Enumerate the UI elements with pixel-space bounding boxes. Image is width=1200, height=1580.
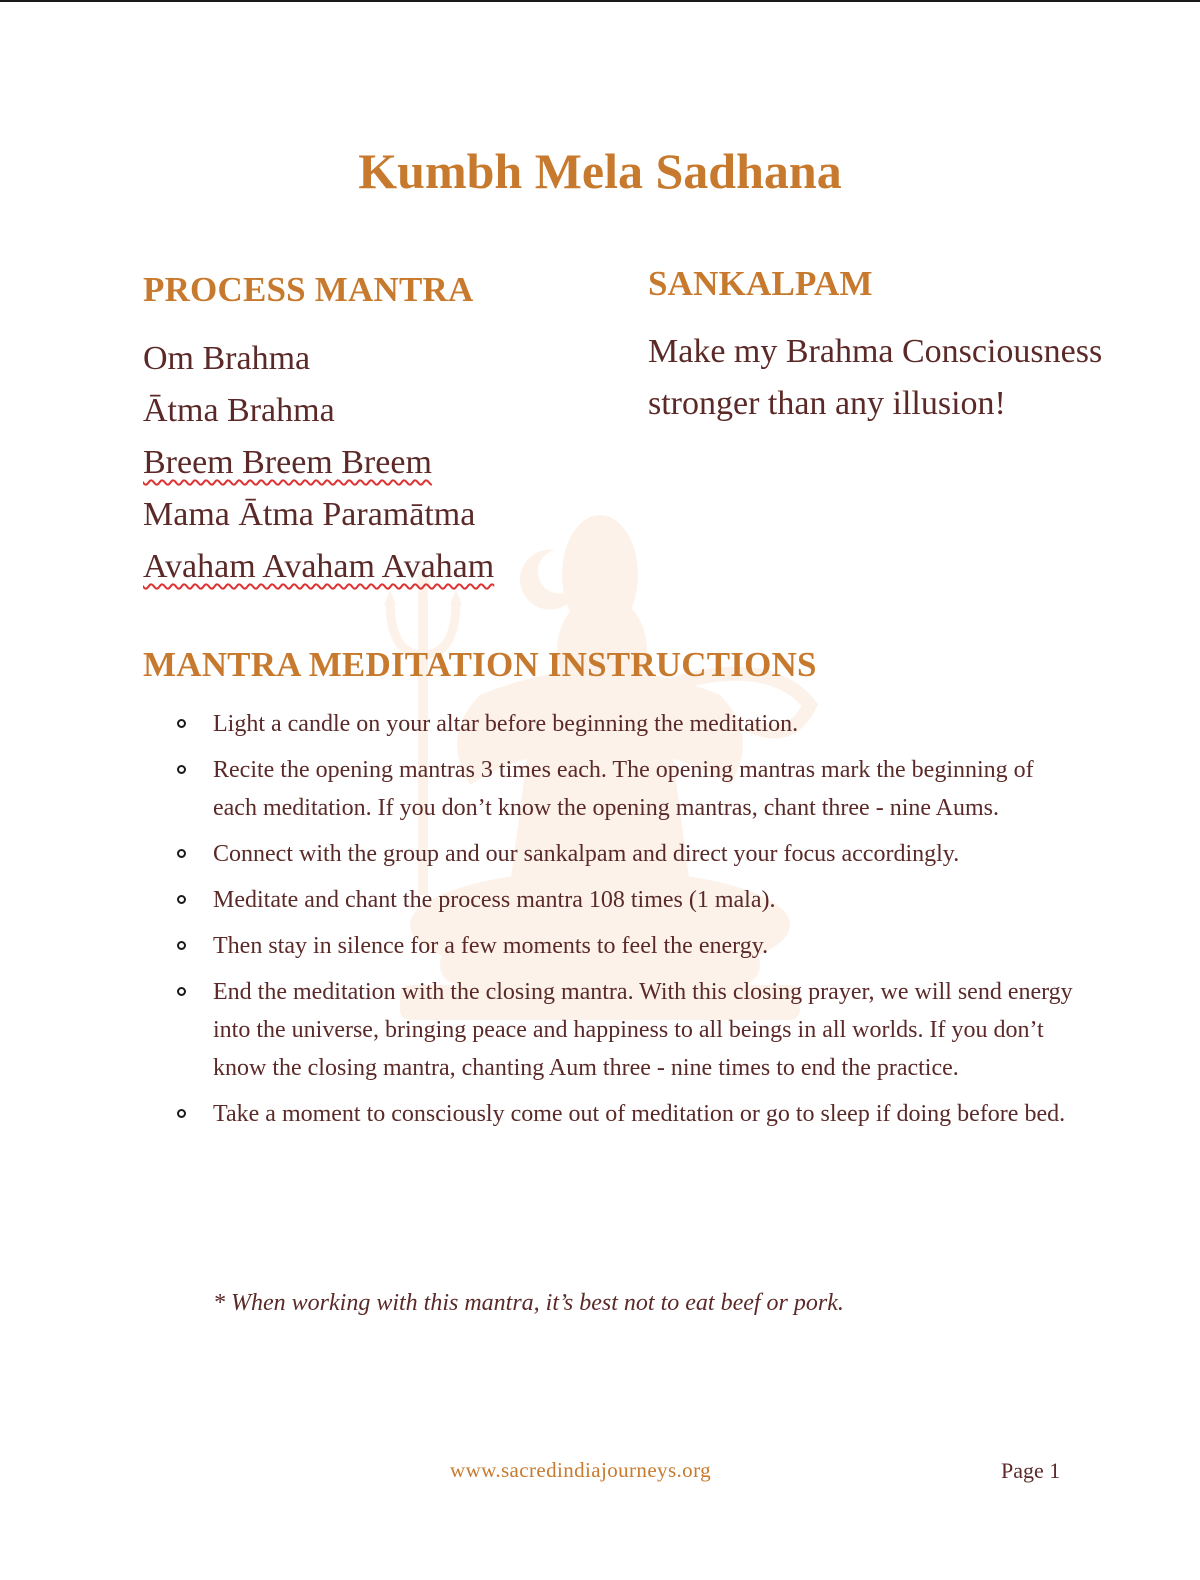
list-item (175, 881, 1075, 919)
mantra-line: Breem Breem Breem (143, 444, 432, 481)
instruction-text: Connect with the group and our sankalpam and direct your focus accordingly. (213, 841, 960, 867)
hollow-circle-bullet-icon (177, 895, 186, 904)
hollow-circle-bullet-icon (177, 987, 186, 996)
mantra-line: Om Brahma (143, 340, 311, 377)
mantra-line: Ātma Brahma (143, 392, 335, 429)
instruction-text: End the meditation with the closing mantra. With this closing prayer, we will send energy into the universe, bringing peace and happiness to all beings in all worlds. If you don’t know the closing mantra, chanting Aum three - nine times to end the practice. (213, 979, 1073, 1081)
top-border-line (0, 0, 1200, 2)
instruction-text: Light a candle on your altar before beginning the meditation. (213, 711, 799, 737)
page-number: Page 1 (1001, 1458, 1061, 1483)
mantra-line: Avaham Avaham Avaham (143, 548, 495, 585)
instructions-heading: MANTRA MEDITATION INSTRUCTIONS (143, 645, 817, 684)
hollow-circle-bullet-icon (177, 719, 186, 728)
sankalpam-text: Make my Brahma Consciousness stronger than any illusion! (648, 333, 1103, 422)
process-mantra-lines (143, 333, 494, 593)
hollow-circle-bullet-icon (177, 765, 186, 774)
mantra-line: Mama Ātma Paramātma (143, 496, 476, 533)
list-item (175, 1095, 1075, 1133)
instruction-text: Recite the opening mantras 3 times each. The opening mantras mark the beginning of each meditation. If you don’t know the opening mantras, chant three - nine Aums. (213, 757, 1034, 821)
process-mantra-heading: PROCESS MANTRA (143, 270, 474, 309)
instructions-list (175, 705, 1075, 1141)
list-item (175, 835, 1075, 873)
page-title: Kumbh Mela Sadhana (358, 143, 842, 199)
hollow-circle-bullet-icon (177, 941, 186, 950)
list-item (175, 705, 1075, 743)
instruction-text: Then stay in silence for a few moments to feel the energy. (213, 933, 769, 959)
dietary-note: * When working with this mantra, it’s best not to eat beef or pork. (213, 1290, 844, 1316)
footer-website-link[interactable]: www.sacredindiajourneys.org (450, 1458, 711, 1482)
list-item (175, 927, 1075, 965)
hollow-circle-bullet-icon (177, 1109, 186, 1118)
list-item (175, 973, 1075, 1087)
sankalpam-heading: SANKALPAM (648, 264, 873, 303)
instruction-text: Take a moment to consciously come out of meditation or go to sleep if doing before bed. (213, 1101, 1066, 1127)
instruction-text: Meditate and chant the process mantra 108 times (1 mala). (213, 887, 776, 913)
list-item (175, 751, 1075, 827)
hollow-circle-bullet-icon (177, 849, 186, 858)
